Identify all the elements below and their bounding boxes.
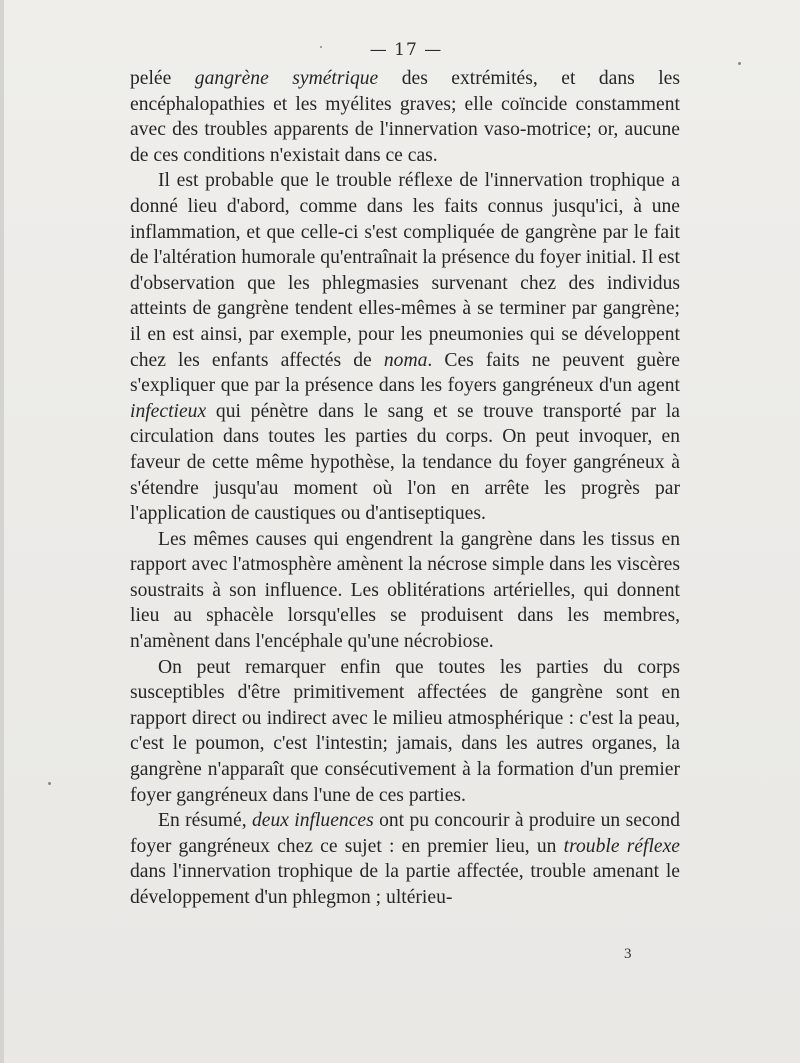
italic-text-segment: infectieux [130,400,207,422]
signature-mark: 3 [624,946,632,962]
paragraph [130,527,680,655]
body-text [130,66,680,911]
paper-speck [738,62,741,65]
text-segment: . Ces faits ne peuvent guère s'expliquer que par la présence dans les foyers gangréneux d'un agent [130,349,680,397]
text-segment: En résumé, [158,810,252,832]
paragraph [130,808,680,910]
text-segment: pelée [130,68,195,89]
text-segment: On peut remarquer enfin que toutes les parties du corps susceptibles d'être primitivement affectées de gangrène sont en rapport direct ou indirect avec le milieu atmosphérique : c'est la peau, c'est le poumon, c'est l'intestin; jamais, dans les autres organes, la gangrène n'apparaît que consécutivement à la formation d'un premier foyer gangréneux dans l'une de ces parties. [130,656,680,806]
italic-text-segment: gangrène symétrique [194,68,379,89]
paragraph [130,655,680,809]
text-segment: qui pénètre dans le sang et se trouve transporté par la circulation dans toutes les parties du corps. On peut invoquer, en faveur de cette même hypothèse, la tendance du foyer gangréneux à s'étendre jusqu'au moment où l'on en arrête les progrès par l'application de caustiques ou d'antiseptiques. [130,400,680,525]
text-segment: des extrémités, et dans les encéphalopathies et les myélites graves; elle coïncide constamment avec des troubles apparents de l'innervation vaso-motrice; or, aucune de ces conditions n'existait dans ce cas. [130,68,680,166]
page-number: — 17 — [369,40,443,60]
italic-text-segment: deux influences [251,810,374,832]
text-segment: Les mêmes causes qui engendrent la gangrène dans les tissus en rapport avec l'atmosphère amènent la nécrose simple dans les viscères soustraits à son influence. Les oblitérations artérielles, qui donnent lieu au sphacèle lorsqu'elles se produisent dans les membres, n'amènent dans l'encéphale qu'une nécrobiose. [130,528,680,653]
paragraph [130,168,680,526]
paper-speck [48,782,51,785]
text-segment: dans l'innervation trophique de la partie affectée, trouble amenant le développement d'un phlegmon ; ultérieu- [130,861,680,908]
italic-text-segment: noma [383,349,428,371]
text-segment: ont pu concourir à produire un second foyer gangréneux chez ce sujet : en premier lieu, un [130,810,680,857]
italic-text-segment: trouble réflexe [563,835,680,857]
text-segment: Il est probable que le trouble réflexe de l'innervation trophique a donné lieu d'abord, comme dans les faits connus jusqu'ici, à une inflammation, et que celle-ci s'est compliquée de gangrène par le fait de l'altération humorale qu'entraînait la présence du foyer initial. Il est d'observation que les phlegmasies survenant chez des individus atteints de gangrène tendent elles-mêmes à se terminer par gangrène; il en est ainsi, par exemple, pour les pneumonies qui se développent chez les enfants affectés de [130,170,680,371]
paragraph [130,66,680,168]
page-edge-shadow [0,0,4,1063]
paper-speck [320,46,322,48]
